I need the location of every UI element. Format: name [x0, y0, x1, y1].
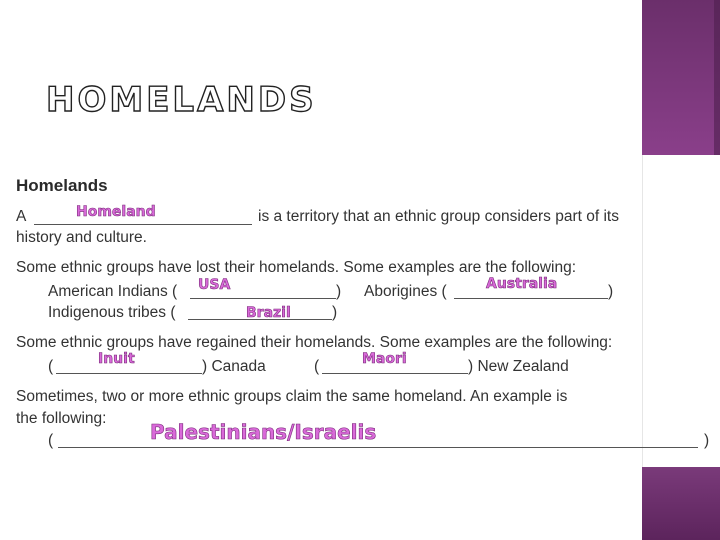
answer-maori: Maori	[362, 351, 407, 367]
regained-place1: ) Canada	[202, 358, 266, 375]
answer-usa: USA	[198, 277, 231, 293]
sentence1-prefix: A	[16, 208, 27, 225]
blank-line-australia	[454, 298, 608, 299]
sentence1-suffix: is a territory that an ethnic group considers part of its	[258, 208, 619, 225]
lost-intro: Some ethnic groups have lost their homelands. Some examples are the following:	[16, 259, 577, 276]
answer-homeland: Homeland	[76, 204, 156, 220]
lost-item2-label: Aborigines (	[364, 283, 447, 300]
lost-item3-close: )	[332, 304, 338, 321]
decorative-side-bar-bottom	[642, 467, 720, 540]
worksheet-image	[0, 170, 720, 470]
blank-line-maori	[322, 373, 468, 374]
worksheet-heading: Homelands	[16, 176, 108, 195]
lost-item1-close: )	[336, 283, 342, 300]
answer-palestinians-israelis: Palestinians/Israelis	[150, 420, 377, 444]
answer-australia: Australia	[486, 276, 558, 292]
answer-inuit: Inuit	[98, 351, 135, 367]
regained-open2: (	[314, 358, 320, 375]
answer-brazil: Brazil	[246, 305, 291, 321]
slide-title: HOMELANDS	[46, 80, 317, 120]
lost-item2-close: )	[608, 283, 614, 300]
regained-place2: ) New Zealand	[468, 358, 569, 375]
regained-open1: (	[48, 358, 54, 375]
blank-line-homeland	[34, 224, 252, 225]
blank-line-inuit	[56, 373, 202, 374]
claim-line2: the following:	[16, 410, 107, 427]
claim-line1: Sometimes, two or more ethnic groups claim the same homeland. An example is	[16, 388, 568, 405]
claim-open: (	[48, 432, 54, 449]
blank-line-usa	[190, 298, 336, 299]
decorative-side-bar-top	[642, 0, 720, 155]
lost-item3-label: Indigenous tribes (	[48, 304, 176, 321]
claim-close: )	[704, 432, 710, 449]
lost-item1-label: American Indians (	[48, 283, 178, 300]
sentence1-line2: history and culture.	[16, 229, 147, 246]
blank-line-claim	[58, 447, 698, 448]
regained-intro: Some ethnic groups have regained their homelands. Some examples are the following:	[16, 334, 613, 351]
